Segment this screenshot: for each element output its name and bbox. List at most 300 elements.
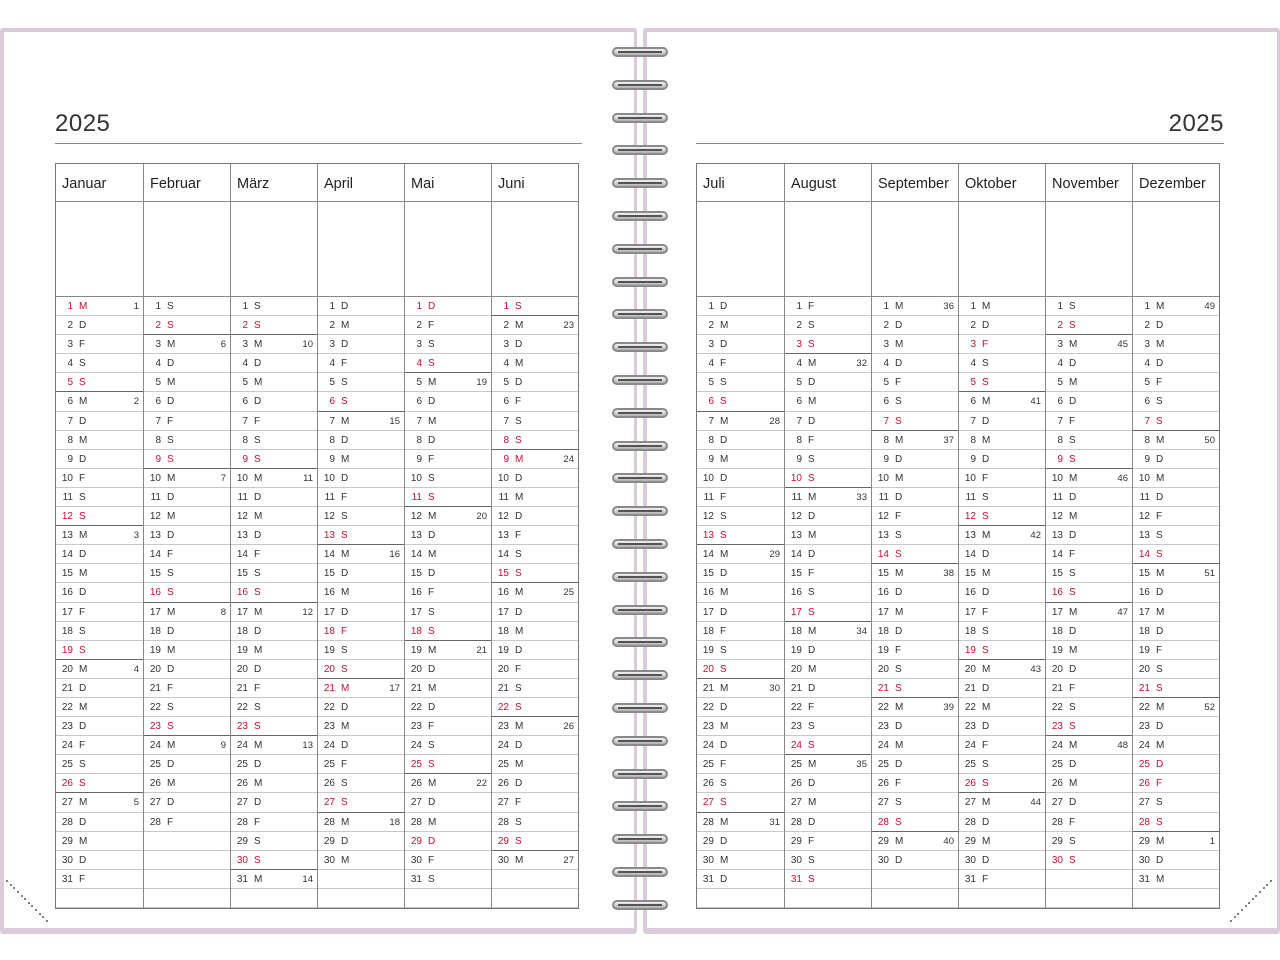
day-row[interactable] bbox=[1133, 679, 1219, 698]
day-row[interactable] bbox=[405, 354, 491, 373]
day-row[interactable] bbox=[1133, 431, 1219, 450]
day-row[interactable] bbox=[785, 793, 871, 812]
day-row[interactable] bbox=[318, 832, 404, 851]
day-row[interactable] bbox=[1046, 412, 1132, 431]
day-row[interactable] bbox=[144, 373, 230, 392]
month-notes-area[interactable] bbox=[785, 202, 871, 297]
day-row[interactable] bbox=[231, 755, 317, 774]
day-row[interactable] bbox=[872, 507, 958, 526]
day-row[interactable] bbox=[144, 564, 230, 583]
day-row[interactable] bbox=[872, 526, 958, 545]
day-row[interactable] bbox=[1046, 526, 1132, 545]
day-row[interactable] bbox=[231, 545, 317, 564]
day-row[interactable] bbox=[1046, 507, 1132, 526]
month-notes-area[interactable] bbox=[318, 202, 404, 297]
day-row[interactable] bbox=[144, 641, 230, 660]
day-row[interactable] bbox=[959, 736, 1045, 755]
day-row[interactable] bbox=[405, 564, 491, 583]
day-row[interactable] bbox=[492, 545, 578, 564]
day-row[interactable] bbox=[144, 813, 230, 832]
day-row[interactable] bbox=[492, 660, 578, 679]
day-row[interactable] bbox=[697, 488, 784, 507]
day-row[interactable] bbox=[785, 469, 871, 488]
day-row[interactable] bbox=[785, 813, 871, 832]
day-row[interactable] bbox=[144, 431, 230, 450]
day-row[interactable] bbox=[1133, 660, 1219, 679]
day-row[interactable] bbox=[872, 335, 958, 354]
day-row[interactable] bbox=[785, 851, 871, 870]
day-row[interactable] bbox=[318, 488, 404, 507]
day-row[interactable] bbox=[697, 736, 784, 755]
day-row[interactable] bbox=[697, 564, 784, 583]
day-row[interactable] bbox=[492, 450, 578, 469]
day-row[interactable] bbox=[492, 392, 578, 411]
day-row[interactable] bbox=[959, 717, 1045, 736]
day-row[interactable] bbox=[1133, 583, 1219, 602]
day-row[interactable] bbox=[1046, 851, 1132, 870]
day-row[interactable] bbox=[492, 412, 578, 431]
day-row[interactable] bbox=[697, 507, 784, 526]
day-row[interactable] bbox=[56, 679, 143, 698]
day-row[interactable] bbox=[56, 813, 143, 832]
day-row[interactable] bbox=[492, 774, 578, 793]
month-notes-area[interactable] bbox=[56, 202, 143, 297]
day-row[interactable] bbox=[231, 392, 317, 411]
day-row[interactable] bbox=[492, 679, 578, 698]
day-row[interactable] bbox=[318, 851, 404, 870]
day-row[interactable] bbox=[1133, 412, 1219, 431]
day-row[interactable] bbox=[1133, 793, 1219, 812]
day-row[interactable] bbox=[492, 469, 578, 488]
day-row[interactable] bbox=[231, 526, 317, 545]
day-row[interactable] bbox=[872, 660, 958, 679]
day-row[interactable] bbox=[231, 431, 317, 450]
day-row[interactable] bbox=[1046, 698, 1132, 717]
day-row[interactable] bbox=[872, 832, 958, 851]
day-row[interactable] bbox=[1046, 545, 1132, 564]
day-row[interactable] bbox=[785, 755, 871, 774]
day-row[interactable] bbox=[318, 431, 404, 450]
day-row[interactable] bbox=[872, 698, 958, 717]
day-row[interactable] bbox=[1046, 564, 1132, 583]
day-row[interactable] bbox=[872, 641, 958, 660]
day-row[interactable] bbox=[144, 488, 230, 507]
day-row[interactable] bbox=[785, 431, 871, 450]
month-notes-area[interactable] bbox=[1046, 202, 1132, 297]
day-row[interactable] bbox=[56, 526, 143, 545]
day-row[interactable] bbox=[144, 545, 230, 564]
day-row[interactable] bbox=[697, 793, 784, 812]
day-row[interactable] bbox=[405, 583, 491, 602]
day-row[interactable] bbox=[56, 641, 143, 660]
day-row[interactable] bbox=[697, 679, 784, 698]
day-row[interactable] bbox=[144, 412, 230, 431]
day-row[interactable] bbox=[405, 679, 491, 698]
day-row[interactable] bbox=[697, 641, 784, 660]
day-row[interactable] bbox=[872, 793, 958, 812]
day-row[interactable] bbox=[144, 793, 230, 812]
day-row[interactable] bbox=[318, 392, 404, 411]
day-row[interactable] bbox=[405, 603, 491, 622]
day-row[interactable] bbox=[1046, 354, 1132, 373]
day-row[interactable] bbox=[872, 316, 958, 335]
day-row[interactable] bbox=[959, 774, 1045, 793]
day-row[interactable] bbox=[785, 698, 871, 717]
day-row[interactable] bbox=[785, 717, 871, 736]
day-row[interactable] bbox=[1133, 335, 1219, 354]
day-row[interactable] bbox=[1133, 354, 1219, 373]
day-row[interactable] bbox=[1046, 679, 1132, 698]
day-row[interactable] bbox=[405, 813, 491, 832]
day-row[interactable] bbox=[56, 755, 143, 774]
day-row[interactable] bbox=[1046, 392, 1132, 411]
day-row[interactable] bbox=[959, 755, 1045, 774]
day-row[interactable] bbox=[959, 851, 1045, 870]
day-row[interactable] bbox=[318, 583, 404, 602]
day-row[interactable] bbox=[318, 755, 404, 774]
day-row[interactable] bbox=[405, 832, 491, 851]
day-row[interactable] bbox=[785, 392, 871, 411]
day-row[interactable] bbox=[697, 717, 784, 736]
day-row[interactable] bbox=[1133, 870, 1219, 889]
day-row[interactable] bbox=[405, 870, 491, 889]
day-row[interactable] bbox=[697, 603, 784, 622]
day-row[interactable] bbox=[492, 851, 578, 870]
day-row[interactable] bbox=[56, 507, 143, 526]
day-row[interactable] bbox=[318, 412, 404, 431]
day-row[interactable] bbox=[144, 679, 230, 698]
day-row[interactable] bbox=[1046, 755, 1132, 774]
day-row[interactable] bbox=[56, 660, 143, 679]
day-row[interactable] bbox=[1133, 545, 1219, 564]
day-row[interactable] bbox=[959, 870, 1045, 889]
day-row[interactable] bbox=[56, 717, 143, 736]
day-row[interactable] bbox=[231, 736, 317, 755]
month-notes-area[interactable] bbox=[697, 202, 784, 297]
day-row[interactable] bbox=[1046, 583, 1132, 602]
month-notes-area[interactable] bbox=[492, 202, 578, 297]
day-row[interactable] bbox=[1046, 450, 1132, 469]
day-row[interactable] bbox=[697, 870, 784, 889]
day-row[interactable] bbox=[144, 660, 230, 679]
day-row[interactable] bbox=[785, 564, 871, 583]
day-row[interactable] bbox=[1046, 297, 1132, 316]
day-row[interactable] bbox=[785, 679, 871, 698]
day-row[interactable] bbox=[318, 526, 404, 545]
day-row[interactable] bbox=[492, 755, 578, 774]
day-row[interactable] bbox=[959, 412, 1045, 431]
day-row[interactable] bbox=[697, 774, 784, 793]
day-row[interactable] bbox=[231, 488, 317, 507]
day-row[interactable] bbox=[872, 774, 958, 793]
day-row[interactable] bbox=[231, 660, 317, 679]
day-row[interactable] bbox=[144, 622, 230, 641]
day-row[interactable] bbox=[785, 412, 871, 431]
day-row[interactable] bbox=[697, 431, 784, 450]
day-row[interactable] bbox=[405, 774, 491, 793]
day-row[interactable] bbox=[318, 736, 404, 755]
day-row[interactable] bbox=[318, 335, 404, 354]
day-row[interactable] bbox=[144, 335, 230, 354]
day-row[interactable] bbox=[959, 603, 1045, 622]
day-row[interactable] bbox=[1046, 774, 1132, 793]
day-row[interactable] bbox=[56, 851, 143, 870]
day-row[interactable] bbox=[872, 297, 958, 316]
day-row[interactable] bbox=[959, 450, 1045, 469]
day-row[interactable] bbox=[872, 736, 958, 755]
day-row[interactable] bbox=[231, 698, 317, 717]
day-row[interactable] bbox=[56, 373, 143, 392]
day-row[interactable] bbox=[872, 431, 958, 450]
day-row[interactable] bbox=[1133, 316, 1219, 335]
day-row[interactable] bbox=[872, 622, 958, 641]
day-row[interactable] bbox=[144, 583, 230, 602]
day-row[interactable] bbox=[231, 316, 317, 335]
day-row[interactable] bbox=[492, 813, 578, 832]
day-row[interactable] bbox=[785, 660, 871, 679]
day-row[interactable] bbox=[56, 412, 143, 431]
day-row[interactable] bbox=[405, 316, 491, 335]
day-row[interactable] bbox=[785, 545, 871, 564]
day-row[interactable] bbox=[405, 507, 491, 526]
day-row[interactable] bbox=[1133, 774, 1219, 793]
day-row[interactable] bbox=[318, 316, 404, 335]
day-row[interactable] bbox=[231, 622, 317, 641]
day-row[interactable] bbox=[56, 545, 143, 564]
day-row[interactable] bbox=[318, 793, 404, 812]
day-row[interactable] bbox=[697, 622, 784, 641]
day-row[interactable] bbox=[318, 774, 404, 793]
day-row[interactable] bbox=[318, 660, 404, 679]
day-row[interactable] bbox=[318, 564, 404, 583]
day-row[interactable] bbox=[1046, 736, 1132, 755]
day-row[interactable] bbox=[1046, 469, 1132, 488]
day-row[interactable] bbox=[872, 755, 958, 774]
day-row[interactable] bbox=[405, 412, 491, 431]
day-row[interactable] bbox=[144, 717, 230, 736]
day-row[interactable] bbox=[492, 641, 578, 660]
day-row[interactable] bbox=[785, 335, 871, 354]
day-row[interactable] bbox=[785, 297, 871, 316]
day-row[interactable] bbox=[318, 469, 404, 488]
day-row[interactable] bbox=[492, 832, 578, 851]
day-row[interactable] bbox=[56, 431, 143, 450]
day-row[interactable] bbox=[144, 603, 230, 622]
day-row[interactable] bbox=[231, 813, 317, 832]
day-row[interactable] bbox=[1133, 488, 1219, 507]
day-row[interactable] bbox=[872, 412, 958, 431]
day-row[interactable] bbox=[405, 469, 491, 488]
day-row[interactable] bbox=[1133, 526, 1219, 545]
day-row[interactable] bbox=[56, 564, 143, 583]
day-row[interactable] bbox=[872, 851, 958, 870]
day-row[interactable] bbox=[1133, 469, 1219, 488]
day-row[interactable] bbox=[318, 545, 404, 564]
day-row[interactable] bbox=[959, 354, 1045, 373]
month-notes-area[interactable] bbox=[959, 202, 1045, 297]
day-row[interactable] bbox=[56, 297, 143, 316]
day-row[interactable] bbox=[405, 488, 491, 507]
day-row[interactable] bbox=[405, 717, 491, 736]
day-row[interactable] bbox=[872, 392, 958, 411]
day-row[interactable] bbox=[492, 622, 578, 641]
day-row[interactable] bbox=[1133, 755, 1219, 774]
day-row[interactable] bbox=[56, 469, 143, 488]
day-row[interactable] bbox=[318, 679, 404, 698]
day-row[interactable] bbox=[231, 870, 317, 889]
day-row[interactable] bbox=[959, 392, 1045, 411]
day-row[interactable] bbox=[872, 469, 958, 488]
day-row[interactable] bbox=[1133, 698, 1219, 717]
day-row[interactable] bbox=[492, 698, 578, 717]
day-row[interactable] bbox=[785, 622, 871, 641]
day-row[interactable] bbox=[959, 335, 1045, 354]
day-row[interactable] bbox=[56, 622, 143, 641]
day-row[interactable] bbox=[1133, 622, 1219, 641]
day-row[interactable] bbox=[697, 354, 784, 373]
day-row[interactable] bbox=[872, 488, 958, 507]
day-row[interactable] bbox=[318, 450, 404, 469]
day-row[interactable] bbox=[1046, 488, 1132, 507]
day-row[interactable] bbox=[872, 373, 958, 392]
day-row[interactable] bbox=[492, 793, 578, 812]
day-row[interactable] bbox=[56, 603, 143, 622]
day-row[interactable] bbox=[1046, 813, 1132, 832]
day-row[interactable] bbox=[959, 469, 1045, 488]
day-row[interactable] bbox=[144, 507, 230, 526]
day-row[interactable] bbox=[959, 373, 1045, 392]
day-row[interactable] bbox=[405, 851, 491, 870]
day-row[interactable] bbox=[1046, 335, 1132, 354]
day-row[interactable] bbox=[697, 469, 784, 488]
day-row[interactable] bbox=[405, 793, 491, 812]
day-row[interactable] bbox=[959, 679, 1045, 698]
day-row[interactable] bbox=[318, 507, 404, 526]
day-row[interactable] bbox=[318, 603, 404, 622]
day-row[interactable] bbox=[959, 583, 1045, 602]
day-row[interactable] bbox=[318, 813, 404, 832]
day-row[interactable] bbox=[1133, 736, 1219, 755]
day-row[interactable] bbox=[231, 373, 317, 392]
day-row[interactable] bbox=[405, 392, 491, 411]
day-row[interactable] bbox=[405, 335, 491, 354]
month-notes-area[interactable] bbox=[405, 202, 491, 297]
day-row[interactable] bbox=[785, 832, 871, 851]
day-row[interactable] bbox=[872, 450, 958, 469]
day-row[interactable] bbox=[405, 736, 491, 755]
day-row[interactable] bbox=[1133, 297, 1219, 316]
day-row[interactable] bbox=[56, 354, 143, 373]
day-row[interactable] bbox=[959, 832, 1045, 851]
day-row[interactable] bbox=[785, 373, 871, 392]
day-row[interactable] bbox=[697, 450, 784, 469]
day-row[interactable] bbox=[697, 392, 784, 411]
day-row[interactable] bbox=[144, 450, 230, 469]
day-row[interactable] bbox=[144, 774, 230, 793]
day-row[interactable] bbox=[231, 354, 317, 373]
day-row[interactable] bbox=[959, 813, 1045, 832]
day-row[interactable] bbox=[697, 373, 784, 392]
day-row[interactable] bbox=[872, 354, 958, 373]
day-row[interactable] bbox=[492, 488, 578, 507]
day-row[interactable] bbox=[959, 793, 1045, 812]
day-row[interactable] bbox=[959, 641, 1045, 660]
day-row[interactable] bbox=[492, 297, 578, 316]
day-row[interactable] bbox=[56, 392, 143, 411]
day-row[interactable] bbox=[56, 316, 143, 335]
day-row[interactable] bbox=[144, 297, 230, 316]
day-row[interactable] bbox=[56, 583, 143, 602]
day-row[interactable] bbox=[405, 622, 491, 641]
day-row[interactable] bbox=[144, 755, 230, 774]
day-row[interactable] bbox=[872, 583, 958, 602]
day-row[interactable] bbox=[697, 526, 784, 545]
day-row[interactable] bbox=[231, 851, 317, 870]
day-row[interactable] bbox=[56, 736, 143, 755]
day-row[interactable] bbox=[492, 431, 578, 450]
day-row[interactable] bbox=[1046, 641, 1132, 660]
day-row[interactable] bbox=[785, 736, 871, 755]
day-row[interactable] bbox=[405, 545, 491, 564]
day-row[interactable] bbox=[959, 622, 1045, 641]
day-row[interactable] bbox=[785, 641, 871, 660]
day-row[interactable] bbox=[492, 507, 578, 526]
day-row[interactable] bbox=[492, 354, 578, 373]
day-row[interactable] bbox=[959, 698, 1045, 717]
day-row[interactable] bbox=[405, 660, 491, 679]
day-row[interactable] bbox=[405, 755, 491, 774]
day-row[interactable] bbox=[959, 297, 1045, 316]
day-row[interactable] bbox=[785, 870, 871, 889]
day-row[interactable] bbox=[56, 698, 143, 717]
day-row[interactable] bbox=[785, 774, 871, 793]
day-row[interactable] bbox=[318, 373, 404, 392]
day-row[interactable] bbox=[959, 660, 1045, 679]
day-row[interactable] bbox=[231, 774, 317, 793]
day-row[interactable] bbox=[1133, 851, 1219, 870]
day-row[interactable] bbox=[872, 813, 958, 832]
day-row[interactable] bbox=[1046, 717, 1132, 736]
day-row[interactable] bbox=[492, 583, 578, 602]
day-row[interactable] bbox=[785, 450, 871, 469]
day-row[interactable] bbox=[144, 526, 230, 545]
day-row[interactable] bbox=[697, 545, 784, 564]
day-row[interactable] bbox=[785, 507, 871, 526]
day-row[interactable] bbox=[1046, 622, 1132, 641]
day-row[interactable] bbox=[318, 641, 404, 660]
day-row[interactable] bbox=[56, 774, 143, 793]
day-row[interactable] bbox=[231, 717, 317, 736]
day-row[interactable] bbox=[231, 412, 317, 431]
day-row[interactable] bbox=[405, 526, 491, 545]
day-row[interactable] bbox=[872, 545, 958, 564]
month-notes-area[interactable] bbox=[231, 202, 317, 297]
day-row[interactable] bbox=[872, 603, 958, 622]
day-row[interactable] bbox=[1133, 717, 1219, 736]
day-row[interactable] bbox=[144, 736, 230, 755]
day-row[interactable] bbox=[492, 736, 578, 755]
day-row[interactable] bbox=[231, 297, 317, 316]
day-row[interactable] bbox=[144, 354, 230, 373]
day-row[interactable] bbox=[697, 583, 784, 602]
day-row[interactable] bbox=[785, 316, 871, 335]
month-notes-area[interactable] bbox=[1133, 202, 1219, 297]
day-row[interactable] bbox=[1046, 660, 1132, 679]
day-row[interactable] bbox=[872, 679, 958, 698]
day-row[interactable] bbox=[56, 870, 143, 889]
day-row[interactable] bbox=[231, 603, 317, 622]
day-row[interactable] bbox=[492, 526, 578, 545]
